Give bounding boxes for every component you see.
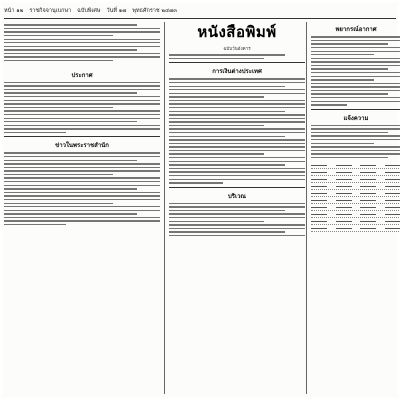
text-line <box>169 139 305 140</box>
text-line <box>311 51 400 52</box>
text-line <box>4 49 137 50</box>
text-line <box>311 97 400 98</box>
text-line <box>169 221 264 222</box>
text-line <box>169 210 285 211</box>
text-line <box>4 121 137 122</box>
text-line <box>4 177 160 178</box>
text-line <box>4 85 160 86</box>
text-line <box>169 153 264 154</box>
table-row <box>311 176 400 183</box>
table-row <box>311 197 400 204</box>
data-table <box>311 162 400 232</box>
page-number: หน้า ๑๒ <box>4 8 24 14</box>
text-line <box>169 103 305 104</box>
divider <box>4 136 160 137</box>
text-line <box>169 100 305 101</box>
text-line <box>311 101 400 102</box>
text-line <box>4 199 160 200</box>
section-heading: แจ้งความ <box>343 114 369 122</box>
text-line <box>169 164 285 165</box>
text-line <box>169 107 305 108</box>
table-row <box>311 204 400 211</box>
text-line <box>4 107 113 108</box>
text-line <box>311 128 400 129</box>
text-line <box>4 96 160 97</box>
text-line <box>4 160 137 161</box>
text-line <box>169 231 285 232</box>
text-line <box>311 153 400 154</box>
text-line <box>4 118 160 119</box>
text-line <box>4 203 113 204</box>
text-line <box>311 76 400 77</box>
text-line <box>4 170 160 171</box>
text-line <box>311 135 400 136</box>
text-line <box>4 82 160 83</box>
text-line <box>4 224 66 225</box>
text-line <box>169 54 285 55</box>
text-line <box>169 146 305 147</box>
text-line <box>169 114 305 115</box>
text-line <box>4 114 160 115</box>
table-row <box>311 190 400 197</box>
text-line <box>4 152 160 153</box>
table-row <box>311 162 400 169</box>
text-line <box>169 89 305 90</box>
section-heading: พยากรณ์อากาศ <box>335 26 377 33</box>
text-line <box>169 175 305 176</box>
text-line <box>4 92 137 93</box>
masthead <box>169 22 305 52</box>
text-line <box>169 179 305 180</box>
section-heading: การเงินต่างประเทศ <box>212 68 262 76</box>
text-line <box>311 146 400 147</box>
table-row <box>311 225 400 232</box>
text-line <box>311 61 400 62</box>
text-line <box>311 139 400 140</box>
text-line <box>169 206 305 207</box>
text-line <box>169 150 305 151</box>
text-line <box>4 195 160 196</box>
text-line <box>4 31 160 32</box>
text-line <box>169 171 305 172</box>
issue-year: พุทธศักราช ๒๔๗๓ <box>132 8 178 14</box>
text-line <box>4 110 160 111</box>
text-line <box>4 100 160 101</box>
text-line <box>169 125 264 126</box>
text-line <box>311 93 388 94</box>
text-line <box>311 58 400 59</box>
table-row <box>311 218 400 225</box>
section-heading: ข่าวในพระราชสำนัก <box>55 142 109 150</box>
text-line <box>169 118 305 119</box>
text-line <box>169 58 264 59</box>
page-header <box>4 4 396 19</box>
section-heading: บริเวณ <box>227 192 247 200</box>
text-line <box>311 132 388 133</box>
text-line <box>4 35 113 36</box>
column-left <box>4 22 160 394</box>
text-line <box>169 132 305 133</box>
text-line <box>4 28 160 29</box>
text-line <box>4 156 160 157</box>
text-line <box>311 36 400 37</box>
text-line <box>169 203 305 204</box>
text-line <box>169 168 305 169</box>
text-line <box>311 65 400 66</box>
text-line <box>169 121 305 122</box>
issue-date: วันที่ ๑๗ <box>106 8 127 14</box>
text-line <box>4 181 160 182</box>
table-row <box>311 183 400 190</box>
publication-name: ราชกิจจานุเบกษา <box>29 8 72 14</box>
masthead-title: หนังสือพิมพ์ <box>197 23 277 41</box>
column-right <box>306 22 400 394</box>
text-line <box>169 86 285 87</box>
text-line <box>4 46 160 47</box>
text-line <box>4 125 160 126</box>
text-line <box>311 43 388 44</box>
text-line <box>169 128 305 129</box>
text-line <box>4 163 160 164</box>
text-line <box>311 72 400 73</box>
newspaper-page <box>2 2 398 398</box>
text-line <box>169 96 264 97</box>
text-line <box>4 56 160 57</box>
text-line <box>169 235 305 236</box>
text-line <box>169 93 305 94</box>
text-line <box>169 82 305 83</box>
text-line <box>4 174 113 175</box>
text-line <box>4 192 160 193</box>
divider <box>169 187 305 188</box>
text-line <box>169 161 305 162</box>
text-line <box>169 157 305 158</box>
text-line <box>4 188 137 189</box>
text-line <box>4 103 160 104</box>
text-line <box>169 228 305 229</box>
text-line <box>4 217 160 218</box>
section-heading: ประกาศ <box>71 71 93 79</box>
text-line <box>311 157 388 158</box>
text-line <box>311 47 400 48</box>
text-line <box>169 143 305 144</box>
text-line <box>4 42 160 43</box>
text-line <box>311 104 347 105</box>
text-line <box>4 220 160 221</box>
text-line <box>311 79 374 80</box>
text-line <box>4 39 160 40</box>
text-line <box>169 136 285 137</box>
text-line <box>4 24 137 25</box>
masthead-subtitle: ฉบับวันอังคาร <box>223 47 251 52</box>
text-line <box>311 68 388 69</box>
table-row <box>311 169 400 176</box>
text-line <box>4 60 113 61</box>
table-row <box>311 211 400 218</box>
text-line <box>169 224 305 225</box>
text-line <box>4 128 160 129</box>
text-line <box>311 125 400 126</box>
divider <box>311 109 400 110</box>
text-line <box>169 78 305 79</box>
text-line <box>4 213 137 214</box>
text-line <box>311 150 400 151</box>
text-line <box>169 111 285 112</box>
divider <box>169 62 305 63</box>
text-line <box>169 213 305 214</box>
text-line <box>311 90 400 91</box>
column-center <box>164 22 305 394</box>
text-line <box>4 53 160 54</box>
text-line <box>4 89 160 90</box>
text-line <box>4 210 160 211</box>
issue-label: ฉบับพิเศษ <box>77 8 101 14</box>
text-line <box>311 40 400 41</box>
text-line <box>311 54 374 55</box>
text-line <box>311 86 400 87</box>
text-line <box>4 132 66 133</box>
text-line <box>311 143 374 144</box>
text-line <box>169 217 305 218</box>
text-line <box>4 185 160 186</box>
text-line <box>169 182 223 183</box>
text-line <box>311 83 400 84</box>
text-line <box>4 167 160 168</box>
text-line <box>4 206 160 207</box>
